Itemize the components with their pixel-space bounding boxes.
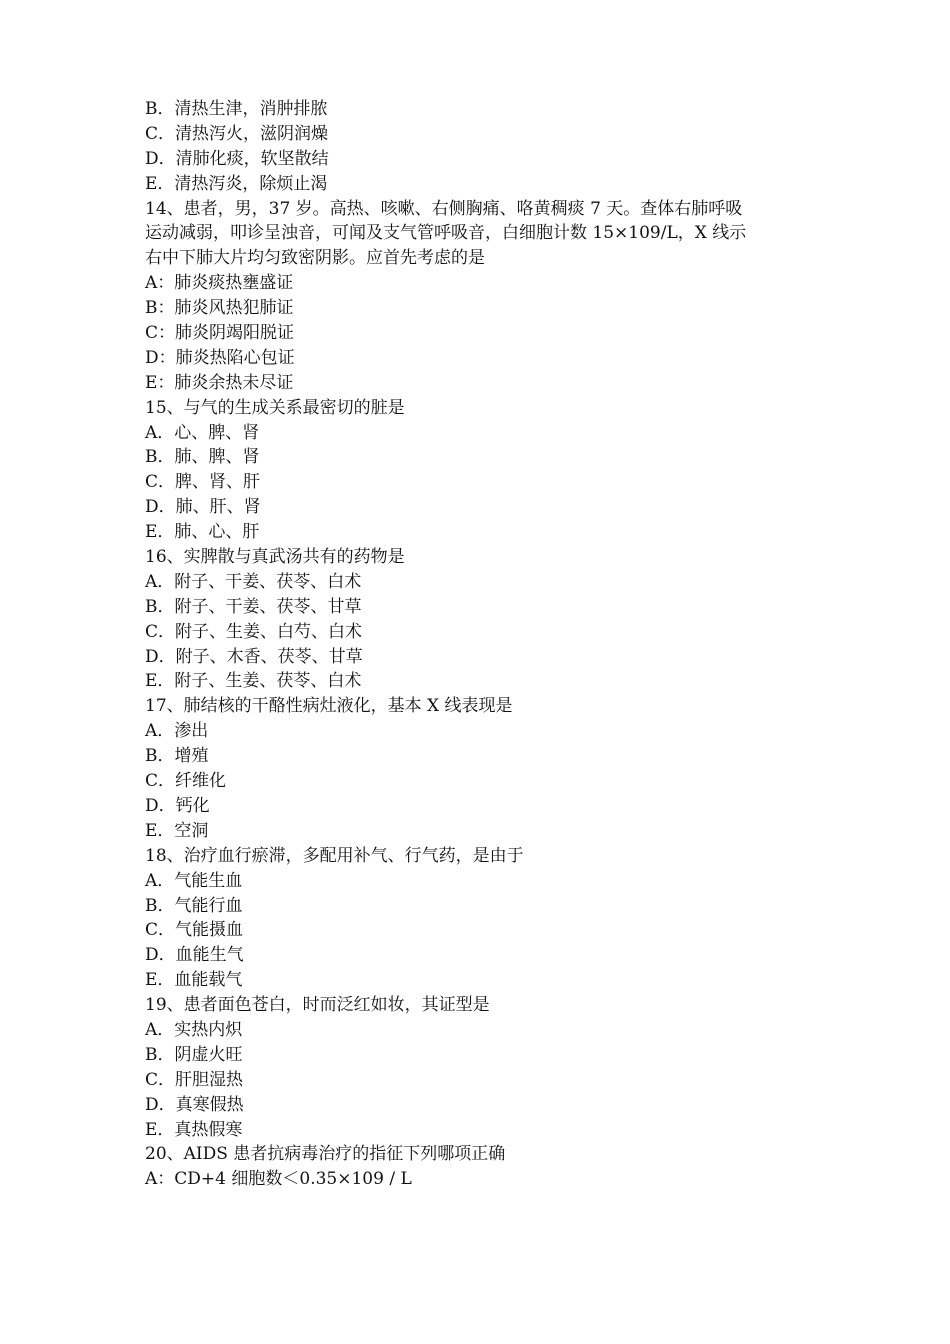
option-line: E．空洞 [145,820,209,841]
question-stem-line: 运动减弱，叩诊呈浊音，可闻及支气管呼吸音，白细胞计数 15×109/L，X 线示 [145,223,747,244]
option-line: B．增殖 [145,746,209,767]
question-stem-line: 15、与气的生成关系最密切的脏是 [145,397,405,418]
option-line: C．清热泻火，滋阴润燥 [145,123,329,144]
option-line: E．真热假寒 [145,1119,243,1140]
option-line: D．清肺化痰，软坚散结 [145,148,329,169]
option-line: D．肺、肝、肾 [145,497,261,518]
option-line: E．血能载气 [145,970,243,991]
option-line: E．清热泻炎，除烦止渴 [145,173,328,194]
option-line: B．清热生津，消肿排脓 [145,99,328,119]
question-stem-line: 14、患者，男，37 岁。高热、咳嗽、右侧胸痛、咯黄稠痰 7 天。查体右肺呼吸 [145,198,743,219]
option-line: B．阴虚火旺 [145,1044,243,1065]
option-line: D．附子、木香、茯苓、甘草 [145,646,363,667]
question-stem-line: 16、实脾散与真武汤共有的药物是 [145,547,405,568]
question-stem-line: 18、治疗血行瘀滞，多配用补气、行气药，是由于 [145,845,524,866]
option-line: A．实热内炽 [145,1019,243,1040]
option-line: D．真寒假热 [145,1094,244,1115]
option-line: A．气能生血 [145,870,243,891]
option-line: D．血能生气 [145,945,244,966]
option-line: A：肺炎痰热壅盛证 [145,273,294,294]
option-line: E．肺、心、肝 [145,522,260,543]
option-line: B．肺、脾、肾 [145,447,260,468]
option-line: B．附子、干姜、茯苓、甘草 [145,596,362,617]
question-stem-line: 19、患者面色苍白，时而泛红如妆，其证型是 [145,995,490,1016]
option-line: E．附子、生姜、茯苓、白术 [145,671,362,692]
option-line: C．附子、生姜、白芍、白术 [145,621,363,642]
question-stem-line: 20、AIDS 患者抗病毒治疗的指征下列哪项正确 [145,1144,506,1165]
option-line: C．气能摄血 [145,920,244,941]
option-line: A．渗出 [145,721,209,742]
option-line: B．气能行血 [145,895,243,916]
question-stem-line: 17、肺结核的干酪性病灶液化，基本 X 线表现是 [145,696,513,717]
option-line: E：肺炎余热未尽证 [145,372,294,393]
option-line: C．脾、肾、肝 [145,472,261,493]
option-line: C：肺炎阴竭阳脱证 [145,323,295,344]
option-line: B：肺炎风热犯肺证 [145,298,294,319]
option-line: D：肺炎热陷心包证 [145,347,295,368]
option-line: C．肝胆湿热 [145,1069,244,1090]
option-line: A．心、脾、肾 [145,422,260,443]
document-body [145,97,813,1192]
option-line: A．附子、干姜、茯苓、白术 [145,571,362,592]
question-stem-line: 右中下肺大片均匀致密阴影。应首先考虑的是 [145,248,485,269]
option-line: C．纤维化 [145,771,227,792]
option-line: D．钙化 [145,795,210,816]
option-line: A：CD+4 细胞数＜0.35×109 / L [145,1169,412,1190]
